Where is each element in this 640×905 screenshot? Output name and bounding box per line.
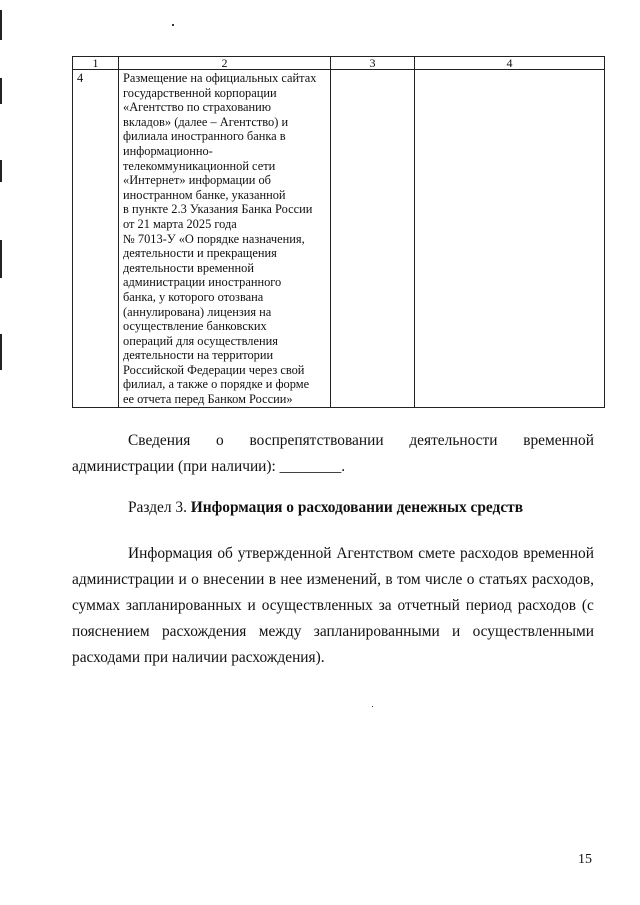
- word: Информация: [128, 545, 213, 562]
- description-line: ее отчета перед Банком России»: [123, 392, 293, 407]
- description-line: государственной корпорации: [123, 85, 277, 100]
- description-line: филиала иностранного банка в: [123, 129, 286, 144]
- row-col3: [331, 70, 415, 408]
- word: временной: [523, 432, 594, 449]
- word: числе: [425, 571, 463, 588]
- description-line: «Агентство по страхованию: [123, 100, 272, 115]
- description-line: «Интернет» информации об: [123, 173, 271, 188]
- word: администрации: [72, 571, 175, 588]
- info-line: [72, 541, 594, 567]
- scan-edge-mark: [0, 10, 2, 40]
- info-line: [72, 619, 594, 645]
- table-header-cell: 1: [73, 57, 119, 70]
- word: в: [268, 571, 277, 588]
- page-number: 15: [578, 852, 592, 867]
- word: запланированных: [125, 597, 242, 614]
- word: в: [385, 571, 393, 588]
- description-line: телекоммуникационной сети: [123, 158, 276, 173]
- description-line: в пункте 2.3 Указания Банка России: [123, 202, 313, 217]
- word: расходов: [517, 597, 577, 614]
- section-title: Информация о расходовании денежных средств: [190, 499, 524, 516]
- description-line: деятельности временной: [123, 260, 255, 275]
- section-prefix: Раздел 3.: [128, 499, 191, 516]
- description-line: филиал, а также о порядке и форме: [123, 377, 310, 392]
- word: Агентством: [336, 545, 414, 562]
- obstruction-line: [72, 428, 594, 454]
- description-line: иностранном банке, указанной: [123, 187, 286, 202]
- description-line: информационно-: [123, 143, 213, 158]
- word: об: [217, 545, 233, 562]
- description-line: деятельности на территории: [123, 348, 274, 363]
- description-line: банка, у которого отозвана: [123, 289, 264, 304]
- word: о: [191, 571, 199, 588]
- row-col4: [415, 70, 605, 408]
- description-line: Российской Федерации через свой: [123, 362, 305, 377]
- obstruction-paragraph: [72, 428, 594, 480]
- word: о: [216, 432, 224, 449]
- scan-edge-mark: [0, 78, 2, 104]
- description-line: деятельности и прекращения: [123, 246, 277, 261]
- word: смете: [418, 545, 456, 562]
- description-line: № 7013-У «О порядке назначения,: [123, 231, 305, 246]
- word: (с: [581, 597, 594, 614]
- word: между: [258, 623, 302, 640]
- word: воспрепятствовании: [249, 432, 384, 449]
- table-row: [73, 70, 605, 408]
- word: внесении: [203, 571, 265, 588]
- description-line: вкладов» (далее – Агентство) и: [123, 114, 289, 129]
- scan-dot: [372, 706, 373, 707]
- description-line: (аннулирована) лицензия на: [123, 304, 272, 319]
- scan-dot: [172, 24, 174, 26]
- info-line: расходами при наличии расхождения).: [72, 649, 325, 666]
- word: осуществленными: [472, 623, 594, 640]
- word: деятельности: [409, 432, 498, 449]
- report-table: [72, 56, 605, 408]
- word: запланированными: [313, 623, 440, 640]
- info-line: [72, 593, 594, 619]
- word: пояснением: [72, 623, 150, 640]
- word: суммах: [72, 597, 121, 614]
- section-heading: [128, 499, 523, 517]
- word: период: [465, 597, 512, 614]
- row-number: 4: [73, 70, 119, 408]
- table-header-cell: 4: [415, 57, 605, 70]
- row-description: [119, 70, 331, 408]
- scan-edge-mark: [0, 240, 2, 278]
- description-line: осуществление банковских: [123, 319, 267, 334]
- word: том: [396, 571, 421, 588]
- word: и: [452, 623, 461, 640]
- table-header-row: [73, 57, 605, 70]
- word: и: [178, 571, 187, 588]
- word: утвержденной: [237, 545, 332, 562]
- word: расхождения: [161, 623, 247, 640]
- word: временной: [523, 545, 594, 562]
- scan-edge-mark: [0, 160, 2, 182]
- table-header-cell: 2: [119, 57, 331, 70]
- description-line: операций для осуществления: [123, 333, 278, 348]
- obstruction-line: администрации (при наличии): ________.: [72, 458, 346, 475]
- word: статьях: [478, 571, 528, 588]
- word: нее: [280, 571, 303, 588]
- word: о: [466, 571, 475, 588]
- description-line: от 21 марта 2025 года: [123, 216, 237, 231]
- scan-edge-mark: [0, 334, 2, 370]
- word: и: [247, 597, 256, 614]
- description-line: Размещение на официальных сайтах: [123, 71, 317, 85]
- word: за: [378, 597, 392, 614]
- word: осуществленных: [261, 597, 373, 614]
- word: изменений,: [306, 571, 381, 588]
- table-header-cell: 3: [331, 57, 415, 70]
- word: расходов: [460, 545, 519, 562]
- description-line: администрации иностранного: [123, 275, 282, 290]
- info-paragraph: [72, 541, 594, 671]
- word: расходов,: [531, 571, 594, 588]
- word: Сведения: [128, 432, 191, 449]
- info-line: [72, 567, 594, 593]
- word: отчетный: [397, 597, 460, 614]
